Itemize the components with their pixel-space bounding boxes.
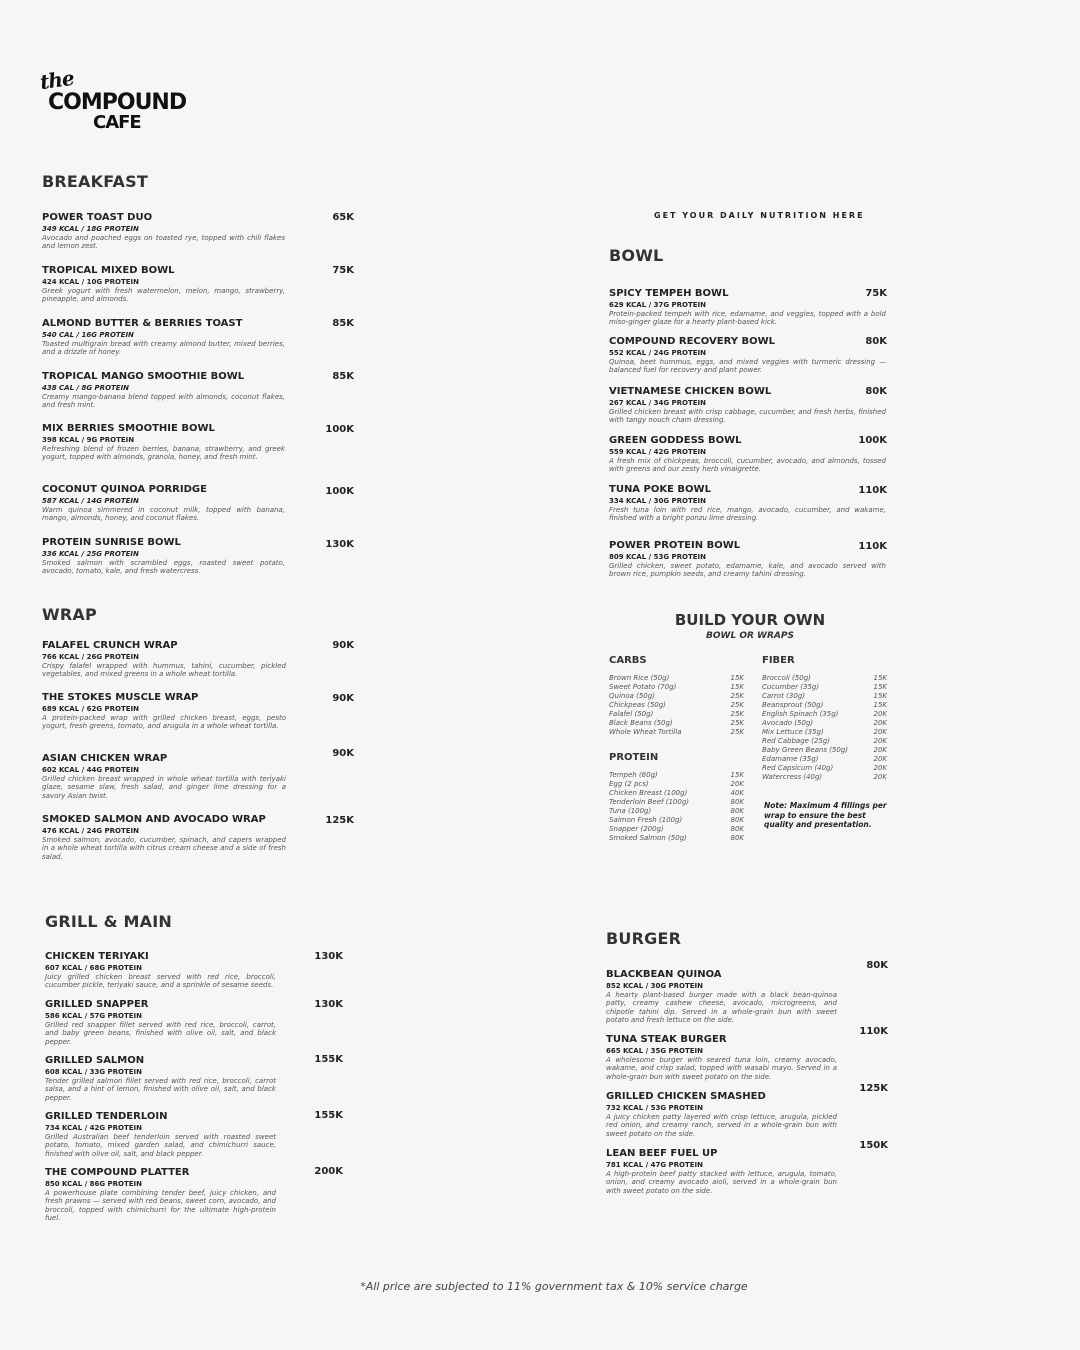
menu-item [42,212,285,251]
menu-item [42,423,285,462]
menu-item [45,999,276,1046]
list-item: Avocado (50g) 20K [762,719,887,727]
list-item: Tenderloin Beef (100g) 80K [609,798,744,806]
item-price: 110K [858,541,887,552]
item-kcal: 559 KCAL / 42G PROTEIN [609,448,707,456]
item-desc: Smoked salmon, avocado, cucumber, spinach, and capers wrapped in a whole wheat tortilla with citrus cream cheese and a side of fresh salad. [42,836,286,861]
item-kcal: 629 KCAL / 37G PROTEIN [609,301,707,309]
menu-item [45,1111,276,1158]
item-price: 125K [859,1083,888,1094]
item-desc: A juicy chicken patty layered with crisp lettuce, arugula, pickled red onion, and creamy ranch, served in a whole-grain bun with sweet potato on the side. [606,1113,837,1138]
menu-item [606,969,837,1025]
item-name: PROTEIN SUNRISE BOWL [42,537,181,548]
list-item: Mix Lettuce (35g) 20K [762,728,887,736]
item-kcal: 734 KCAL / 42G PROTEIN [45,1124,143,1132]
menu-item [606,1148,837,1195]
list-item: Smoked Salmon (50g) 80K [609,834,744,842]
bowl-title: BOWL [609,246,664,265]
list-item: Edamame (35g) 20K [762,755,887,763]
item-kcal: 607 KCAL / 68G PROTEIN [45,964,143,972]
menu-item [42,318,285,357]
item-price: 110K [859,1026,888,1037]
item-desc: A high-protein beef patty stacked with lettuce, arugula, tomato, onion, and creamy avocado aioli, served in a whole-grain bun with sweet potato on the side. [606,1170,837,1195]
list-item: Brown Rice (50g) 15K [609,674,744,682]
item-price: 110K [858,485,887,496]
item-desc: Toasted multigrain bread with creamy almond butter, mixed berries, and a drizzle of honey. [42,340,285,357]
item-name: TROPICAL MIXED BOWL [42,265,175,276]
list-item: Egg (2 pcs) 20K [609,780,744,788]
item-desc: Fresh tuna loin with red rice, mango, avocado, cucumber, and wakame, finished with a bright ponzu lime dressing. [609,506,886,523]
fiber-list [762,674,887,782]
item-kcal: 689 KCAL / 62G PROTEIN [42,705,140,713]
item-price: 130K [314,999,343,1010]
item-name: ASIAN CHICKEN WRAP [42,753,168,764]
item-kcal: 424 KCAL / 10G PROTEIN [42,278,140,286]
item-price: 65K [332,212,354,223]
item-name: LEAN BEEF FUEL UP [606,1148,718,1159]
item-desc: Greek yogurt with fresh watermelon, melon, mango, strawberry, pineapple, and almonds. [42,287,285,304]
menu-item [42,640,286,679]
cafe-logo [38,65,200,133]
menu-item [606,1091,837,1138]
item-price: 75K [865,288,887,299]
protein-title: PROTEIN [609,752,659,763]
list-item: Quinoa (50g) 25K [609,692,744,700]
menu-item [42,484,285,523]
item-desc: Grilled chicken breast wrapped in whole wheat tortilla with teriyaki glaze, sesame slaw, fresh salad, and ginger lime dressing for a savory Asian twist. [42,775,286,800]
item-kcal: 336 KCAL / 25G PROTEIN [42,550,139,558]
item-name: GRILLED CHICKEN SMASHED [606,1091,766,1102]
item-desc: Warm quinoa simmered in coconut milk, topped with banana, mango, almonds, honey, and coconut flakes. [42,506,285,523]
item-name: POWER TOAST DUO [42,212,153,223]
item-price: 90K [332,640,354,651]
item-kcal: 334 KCAL / 30G PROTEIN [609,497,707,505]
logo-line1: COMPOUND [48,90,187,115]
item-kcal: 852 KCAL / 30G PROTEIN [606,982,704,990]
item-name: GREEN GODDESS BOWL [609,435,742,446]
item-desc: Smoked salmon with scrambled eggs, roasted sweet potato, avocado, tomato, kale, and fresh watercress. [42,559,285,576]
item-name: SPICY TEMPEH BOWL [609,288,729,299]
item-kcal: 398 KCAL / 9G PROTEIN [42,436,135,444]
menu-item [42,537,285,576]
item-name: THE COMPOUND PLATTER [45,1167,190,1178]
item-kcal: 438 CAL / 8G PROTEIN [42,384,130,392]
item-name: CHICKEN TERIYAKI [45,951,149,962]
item-desc: Tender grilled salmon fillet served with red rice, broccoli, carrot salsa, and a hint of lemon, finished with olive oil, salt, and black pepper. [45,1077,276,1102]
menu-item [42,753,286,800]
item-kcal: 665 KCAL / 35G PROTEIN [606,1047,704,1055]
burger-title: BURGER [606,929,682,948]
item-desc: Grilled Australian beef tenderloin served with roasted sweet potato, tomato, mixed garden salad, and chimichurri sauce, finished with olive oil, salt, and black pepper. [45,1133,276,1158]
logo-the: the [38,65,76,95]
item-kcal: 586 KCAL / 57G PROTEIN [45,1012,143,1020]
item-price: 80K [865,386,887,397]
list-item: Whole Wheat Tortilla 25K [609,728,744,736]
grill-title: GRILL & MAIN [45,912,172,931]
item-price: 85K [332,318,354,329]
menu-item [45,951,276,990]
item-name: GRILLED TENDERLOIN [45,1111,168,1122]
item-kcal: 732 KCAL / 53G PROTEIN [606,1104,704,1112]
item-price: 130K [325,539,354,550]
item-kcal: 540 CAL / 16G PROTEIN [42,331,134,339]
item-kcal: 349 KCAL / 18G PROTEIN [42,225,139,233]
item-price: 100K [325,424,354,435]
tax-footnote: *All price are subjected to 11% government tax & 10% service charge [360,1280,748,1293]
menu-item [42,814,286,861]
tagline: GET YOUR DAILY NUTRITION HERE [654,211,865,220]
item-desc: Juicy grilled chicken breast served with red rice, broccoli, cucumber pickle, teriyaki sauce, and a sprinkle of sesame seeds. [45,973,276,990]
item-kcal: 587 KCAL / 14G PROTEIN [42,497,139,505]
item-kcal: 781 KCAL / 47G PROTEIN [606,1161,704,1169]
item-name: TUNA POKE BOWL [609,484,711,495]
list-item: Beansprout (50g) 15K [762,701,887,709]
list-item: Broccoli (50g) 15K [762,674,887,682]
item-kcal: 608 KCAL / 33G PROTEIN [45,1068,143,1076]
item-price: 100K [325,486,354,497]
item-desc: Grilled chicken, sweet potato, edamame, kale, and avocado served with brown rice, pumpkin seeds, and creamy tahini dressing. [609,562,886,579]
wrap-title: WRAP [42,605,97,624]
item-name: POWER PROTEIN BOWL [609,540,741,551]
item-desc: Quinoa, beet hummus, eggs, and mixed veggies with turmeric dressing — balanced fuel for recovery and plant power. [609,358,886,375]
item-name: GRILLED SNAPPER [45,999,149,1010]
menu-item [606,1034,837,1081]
item-name: SMOKED SALMON AND AVOCADO WRAP [42,814,266,825]
list-item: Red Cabbage (25g) 20K [762,737,887,745]
item-price: 130K [314,951,343,962]
item-name: COCONUT QUINOA PORRIDGE [42,484,207,495]
item-kcal: 476 KCAL / 24G PROTEIN [42,827,140,835]
byo-subtitle: BOWL OR WRAPS [706,631,794,641]
list-item: English Spinach (35g) 20K [762,710,887,718]
item-desc: A fresh mix of chickpeas, broccoli, cucumber, avocado, and almonds, tossed with greens and our zesty herb vinaigrette. [609,457,886,474]
item-desc: A protein-packed wrap with grilled chicken breast, eggs, pesto yogurt, fresh greens, tomato, and arugula in a whole wheat tortilla. [42,714,286,731]
list-item: Black Beans (50g) 25K [609,719,744,727]
item-name: TROPICAL MANGO SMOOTHIE BOWL [42,371,245,382]
list-item: Baby Green Beans (50g) 20K [762,746,887,754]
menu-item [45,1055,276,1102]
byo-title: BUILD YOUR OWN [674,611,826,629]
list-item: Red Capsicum (40g) 20K [762,764,887,772]
item-name: TUNA STEAK BURGER [606,1034,727,1045]
item-price: 155K [314,1054,343,1065]
item-price: 75K [332,265,354,276]
logo-line2: CAFE [93,112,141,133]
item-name: COMPOUND RECOVERY BOWL [609,336,775,347]
item-kcal: 552 KCAL / 24G PROTEIN [609,349,707,357]
item-name: ALMOND BUTTER & BERRIES TOAST [42,318,243,329]
list-item: Falafel (50g) 25K [609,710,744,718]
item-kcal: 602 KCAL / 44G PROTEIN [42,766,140,774]
item-desc: Grilled chicken breast with crisp cabbage, cucumber, and fresh herbs, finished with tangy nouch cham dressing. [609,408,886,425]
list-item: Tempeh (60g) 15K [609,771,744,779]
carbs-title: CARBS [609,655,647,666]
item-desc: Grilled red snapper fillet served with red rice, broccoli, carrot, and baby green beans, finished with olive oil, salt, and black pepper. [45,1021,276,1046]
list-item: Snapper (200g) 80K [609,825,744,833]
list-item: Sweet Potato (70g) 15K [609,683,744,691]
list-item: Tuna (100g) 80K [609,807,744,815]
item-desc: Avocado and poached eggs on toasted rye, topped with chili flakes and lemon zest. [42,234,285,251]
item-name: THE STOKES MUSCLE WRAP [42,692,199,703]
item-name: VIETNAMESE CHICKEN BOWL [609,386,772,397]
item-price: 80K [866,960,888,971]
item-price: 125K [325,815,354,826]
item-desc: Protein-packed tempeh with rice, edamame, and veggies, topped with a bold miso-ginger glaze for a hearty plant-based kick. [609,310,886,327]
item-desc: Creamy mango-banana blend topped with almonds, coconut flakes, and fresh mint. [42,393,285,410]
item-kcal: 850 KCAL / 86G PROTEIN [45,1180,143,1188]
fiber-title: FIBER [762,655,795,666]
list-item: Watercress (40g) 20K [762,773,887,781]
menu-item [42,371,285,410]
item-price: 155K [314,1110,343,1121]
item-name: FALAFEL CRUNCH WRAP [42,640,178,651]
item-desc: A hearty plant-based burger made with a black bean-quinoa patty, creamy cashew cheese, avocado, microgreens, and chipotle tahini dip. Served in a whole-grain bun with sweet potato and fresh lettuce on the side. [606,991,837,1025]
list-item: Chicken Breast (100g) 40K [609,789,744,797]
item-price: 85K [332,371,354,382]
item-name: MIX BERRIES SMOOTHIE BOWL [42,423,215,434]
item-price: 200K [314,1166,343,1177]
item-price: 150K [859,1140,888,1151]
item-desc: Crispy falafel wrapped with hummus, tahini, cucumber, pickled vegetables, and mixed greens in a whole wheat tortilla. [42,662,286,679]
item-price: 80K [865,336,887,347]
protein-list [609,771,744,843]
byo-note: Note: Maximum 4 fillings per wrap to ensure the best quality and presentation. [764,801,887,829]
menu-item [42,265,285,304]
list-item: Chickpeas (50g) 25K [609,701,744,709]
item-name: BLACKBEAN QUINOA [606,969,722,980]
item-name: GRILLED SALMON [45,1055,145,1066]
carbs-list [609,674,744,737]
item-desc: A wholesome burger with seared tuna loin, creamy avocado, wakame, and crisp salad, topped with wasabi mayo. Served in a whole-grain bun with sweet potato on the side. [606,1056,837,1081]
menu-item [42,692,286,731]
item-price: 90K [332,748,354,759]
menu-item [45,1167,276,1223]
item-kcal: 809 KCAL / 53G PROTEIN [609,553,707,561]
list-item: Carrot (30g) 15K [762,692,887,700]
item-price: 90K [332,693,354,704]
list-item: Salmon Fresh (100g) 80K [609,816,744,824]
item-price: 100K [858,435,887,446]
breakfast-title: BREAKFAST [42,172,148,191]
item-desc: A powerhouse plate combining tender beef, juicy chicken, and fresh prawns — served with red beans, sweet corn, avocado, and broccoli, topped with chimichurri for the ultimate high-protein fuel. [45,1189,276,1223]
item-kcal: 267 KCAL / 34G PROTEIN [609,399,707,407]
item-desc: Refreshing blend of frozen berries, banana, strawberry, and greek yogurt, topped with almonds, granola, honey, and fresh mint. [42,445,285,462]
list-item: Cucumber (35g) 15K [762,683,887,691]
item-kcal: 766 KCAL / 26G PROTEIN [42,653,140,661]
